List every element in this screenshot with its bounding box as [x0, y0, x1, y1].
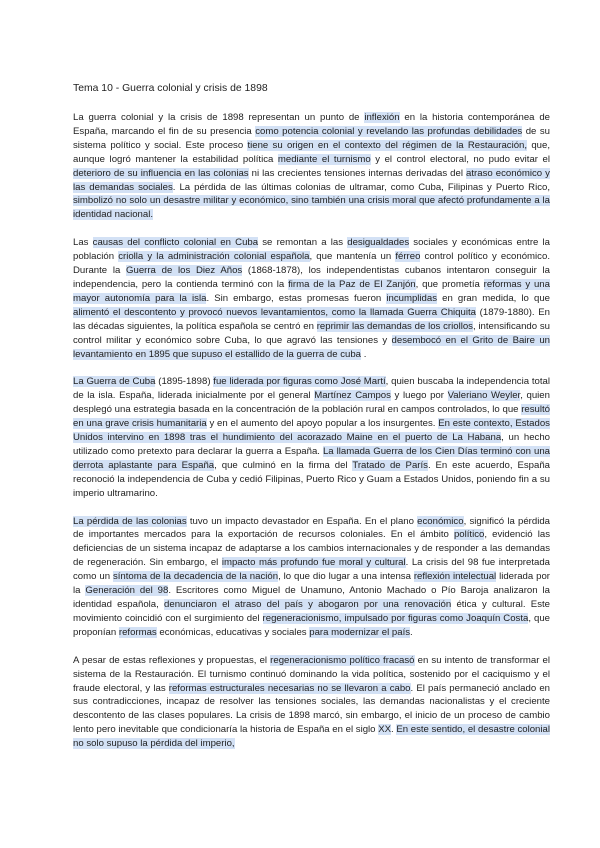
text-segment: ni las crecientes tensiones internas derivadas del — [248, 167, 467, 179]
text-segment: , quien buscaba la independencia total de la isla. España, liderada inicialmente por el general — [73, 376, 550, 402]
paragraph — [73, 515, 550, 640]
paragraph — [73, 111, 550, 222]
text-segment: control político y económico. Durante la — [73, 251, 550, 277]
highlighted-text: reformas estructurales necesarias no se llevaron a cabo — [168, 682, 411, 694]
text-segment: , intensificando su control militar y económico sobre Cuba, lo que agravó las tensiones y — [73, 320, 550, 346]
text-segment: . Sin embargo, estas promesas fueron — [206, 292, 387, 304]
highlighted-text: regeneracionismo, impulsado por figuras como Joaquín Costa — [262, 612, 529, 624]
text-segment: , un hecho utilizado como pretexto para declarar la guerra a España. — [73, 432, 550, 457]
highlighted-text: La pérdida de las colonias — [73, 515, 187, 527]
highlighted-text: causas del conflicto colonial en Cuba — [92, 237, 259, 249]
text-segment: se remontan a las — [258, 237, 348, 249]
text-segment: y en el aumento del apoyo popular a los insurgentes. — [206, 418, 439, 430]
text-segment: (1895-1898) — [155, 376, 214, 388]
text-segment: en gran medida, lo que — [437, 292, 550, 304]
text-segment: , que prometía — [415, 278, 484, 290]
highlighted-text: reformas — [118, 626, 157, 638]
document-body — [73, 111, 550, 751]
highlighted-text: La llamada Guerra de los Cien Días terminó con una derrota aplastante para España — [73, 445, 550, 471]
highlighted-text: para modernizar el país — [309, 626, 411, 638]
text-segment: . La pérdida de las últimas colonias de ultramar, como Cuba, Filipinas y Puerto Rico, — [172, 181, 551, 193]
text-segment: , evidenció las deficiencias de un sistema incapaz de adaptarse a los cambios internacionales y de responder a las demandas de regeneración. Sin embargo, el — [73, 529, 550, 569]
document-title: Tema 10 - Guerra colonial y crisis de 1898 — [73, 83, 268, 94]
highlighted-text: tiene su origen en el contexto del régimen de la Restauración, — [247, 139, 528, 151]
highlighted-text: firma de la Paz de El Zanjón — [288, 278, 416, 290]
highlighted-text: Valeriano Weyler — [447, 390, 521, 402]
text-segment: en la historia contemporánea de España, marcando el fin de su presencia — [73, 112, 551, 137]
highlighted-text: fue liderada por figuras como José Martí — [213, 376, 386, 388]
text-segment: en su intento de transformar el sistema de la Restauración. El turnismo continuó dominando la vida política, sostenido por el caciquismo y el fraude electoral, y las — [73, 654, 550, 694]
text-segment: A pesar de estas reflexiones y propuestas, el — [73, 654, 271, 666]
paragraph — [73, 236, 550, 361]
highlighted-text: inflexión — [364, 112, 400, 123]
text-segment: , que mantenía un — [309, 251, 396, 263]
text-segment: . Escritores como Miguel de Unamuno, Antonio Machado o Pío Baroja analizaron la identidad española, — [73, 585, 550, 610]
text-segment: . En este acuerdo, España reconoció la independencia de Cuba y cedió Filipinas, Puerto Rico y Guam a Estados Unidos, poniendo fin a su imperio ultramarino. — [73, 459, 551, 499]
highlighted-text: alimentó el descontento y provocó nuevos levantamientos, como la llamada Guerra Chiquita — [73, 306, 476, 318]
paragraph — [73, 375, 550, 500]
text-segment: que, aunque logró mantener la estabilidad política — [73, 139, 550, 165]
highlighted-text: desembocó en el Grito de Baire un levantamiento en 1895 que supuso el estallido de la guerra de cuba — [73, 334, 551, 360]
text-segment: (1879-1880). En las décadas siguientes, la política española se centró en — [73, 306, 551, 332]
highlighted-text: La Guerra de Cuba — [73, 376, 156, 388]
highlighted-text: XX — [378, 724, 391, 736]
text-segment: . La crisis del 98 fue interpretada como un — [73, 557, 550, 583]
text-segment: Las — [73, 237, 93, 249]
text-segment: , quien desplegó una estrategia basada en la concentración de la población rural en campos controlados, lo que — [73, 390, 550, 416]
highlighted-text: deterioro de su influencia en las colonias — [73, 167, 249, 179]
text-segment: de su sistema político y social. Este proceso — [73, 125, 550, 151]
highlighted-text: Tratado de París — [352, 459, 428, 471]
highlighted-text: Guerra de los Diez Años — [126, 265, 243, 277]
highlighted-text: En este contexto, Estados Unidos intervino en 1898 tras el hundimiento del acorazado Maine en el puerto de La Habana — [73, 418, 550, 444]
highlighted-text: regeneracionismo político fracasó — [270, 654, 415, 666]
text-segment: (1868-1878), los independentistas cubanos intentaron conseguir la independencia, pero la contienda terminó con la — [73, 265, 550, 290]
highlighted-text: Martínez Campos — [314, 390, 391, 402]
paragraph — [73, 654, 550, 751]
highlighted-text: En este sentido, el desastre colonial no solo supuso la pérdida del imperio, — [73, 724, 550, 750]
highlighted-text: reprimir las demandas de los criollos — [316, 320, 473, 332]
text-segment: ética y cultural. Este movimiento coincidió con el surgimiento del — [73, 599, 551, 624]
highlighted-text: síntoma de la decadencia de la nación — [112, 571, 279, 583]
text-segment: , significó la pérdida de importantes mercados para la exportación de recursos coloniales. En el ámbito — [73, 515, 551, 541]
highlighted-text: incumplidas — [386, 292, 438, 304]
highlighted-text: impacto más profundo fue moral y cultural — [221, 557, 406, 569]
text-segment: , que culminó en la firma del — [214, 459, 353, 471]
highlighted-text: férreo — [395, 251, 421, 263]
highlighted-text: atraso económico y las demandas sociales — [73, 167, 550, 193]
text-segment: tuvo un impacto devastador en España. En el plano — [186, 515, 418, 527]
text-segment: y luego por — [390, 390, 448, 402]
highlighted-text: mediante el turnismo — [277, 153, 371, 165]
highlighted-text: criolla y la administración colonial española — [118, 251, 310, 263]
highlighted-text: político — [453, 529, 485, 541]
text-segment: La guerra colonial y la crisis de 1898 representan un punto de — [73, 112, 365, 123]
text-segment: , lo que dio lugar a una intensa — [278, 571, 414, 583]
text-segment: sociales y económicas entre la población — [73, 237, 550, 263]
text-segment: . — [361, 348, 367, 360]
text-segment: y el control electoral, no pudo evitar el — [370, 153, 550, 165]
highlighted-text: reformas y una mayor autonomía para la isla — [73, 278, 550, 304]
text-segment: liderada por la — [73, 571, 550, 597]
highlighted-text: simbolizó no solo un desastre militar y económico, sino también una crisis moral que afectó profundamente a la identidad nacional. — [73, 195, 550, 221]
highlighted-text: denunciaron el atraso del país y abogaron por una renovación — [164, 599, 452, 610]
highlighted-text: reflexión intelectual — [413, 571, 497, 583]
highlighted-text: como potencia colonial y revelando las profundas debilidades — [255, 125, 523, 137]
highlighted-text: económico — [417, 515, 464, 527]
text-segment: . — [391, 724, 397, 736]
text-segment: . El país permaneció anclado en sus contradicciones, incapaz de resolver las tensiones sociales, las demandas nacionalistas y el creciente descontento de las clases populares. La crisis de 1898 marcó, sin embargo, el inicio de un proceso de cambio lento pero inevitable que condicionaría la historia de España en el siglo — [73, 682, 550, 736]
text-segment: económicas, educativas y sociales — [156, 626, 310, 638]
highlighted-text: desigualdades — [347, 237, 410, 249]
text-segment: , que proponían — [73, 612, 551, 638]
text-segment: . — [410, 626, 413, 638]
highlighted-text: resultó en una grave crisis humanitaria — [73, 404, 550, 430]
highlighted-text: Generación del 98 — [85, 585, 169, 597]
